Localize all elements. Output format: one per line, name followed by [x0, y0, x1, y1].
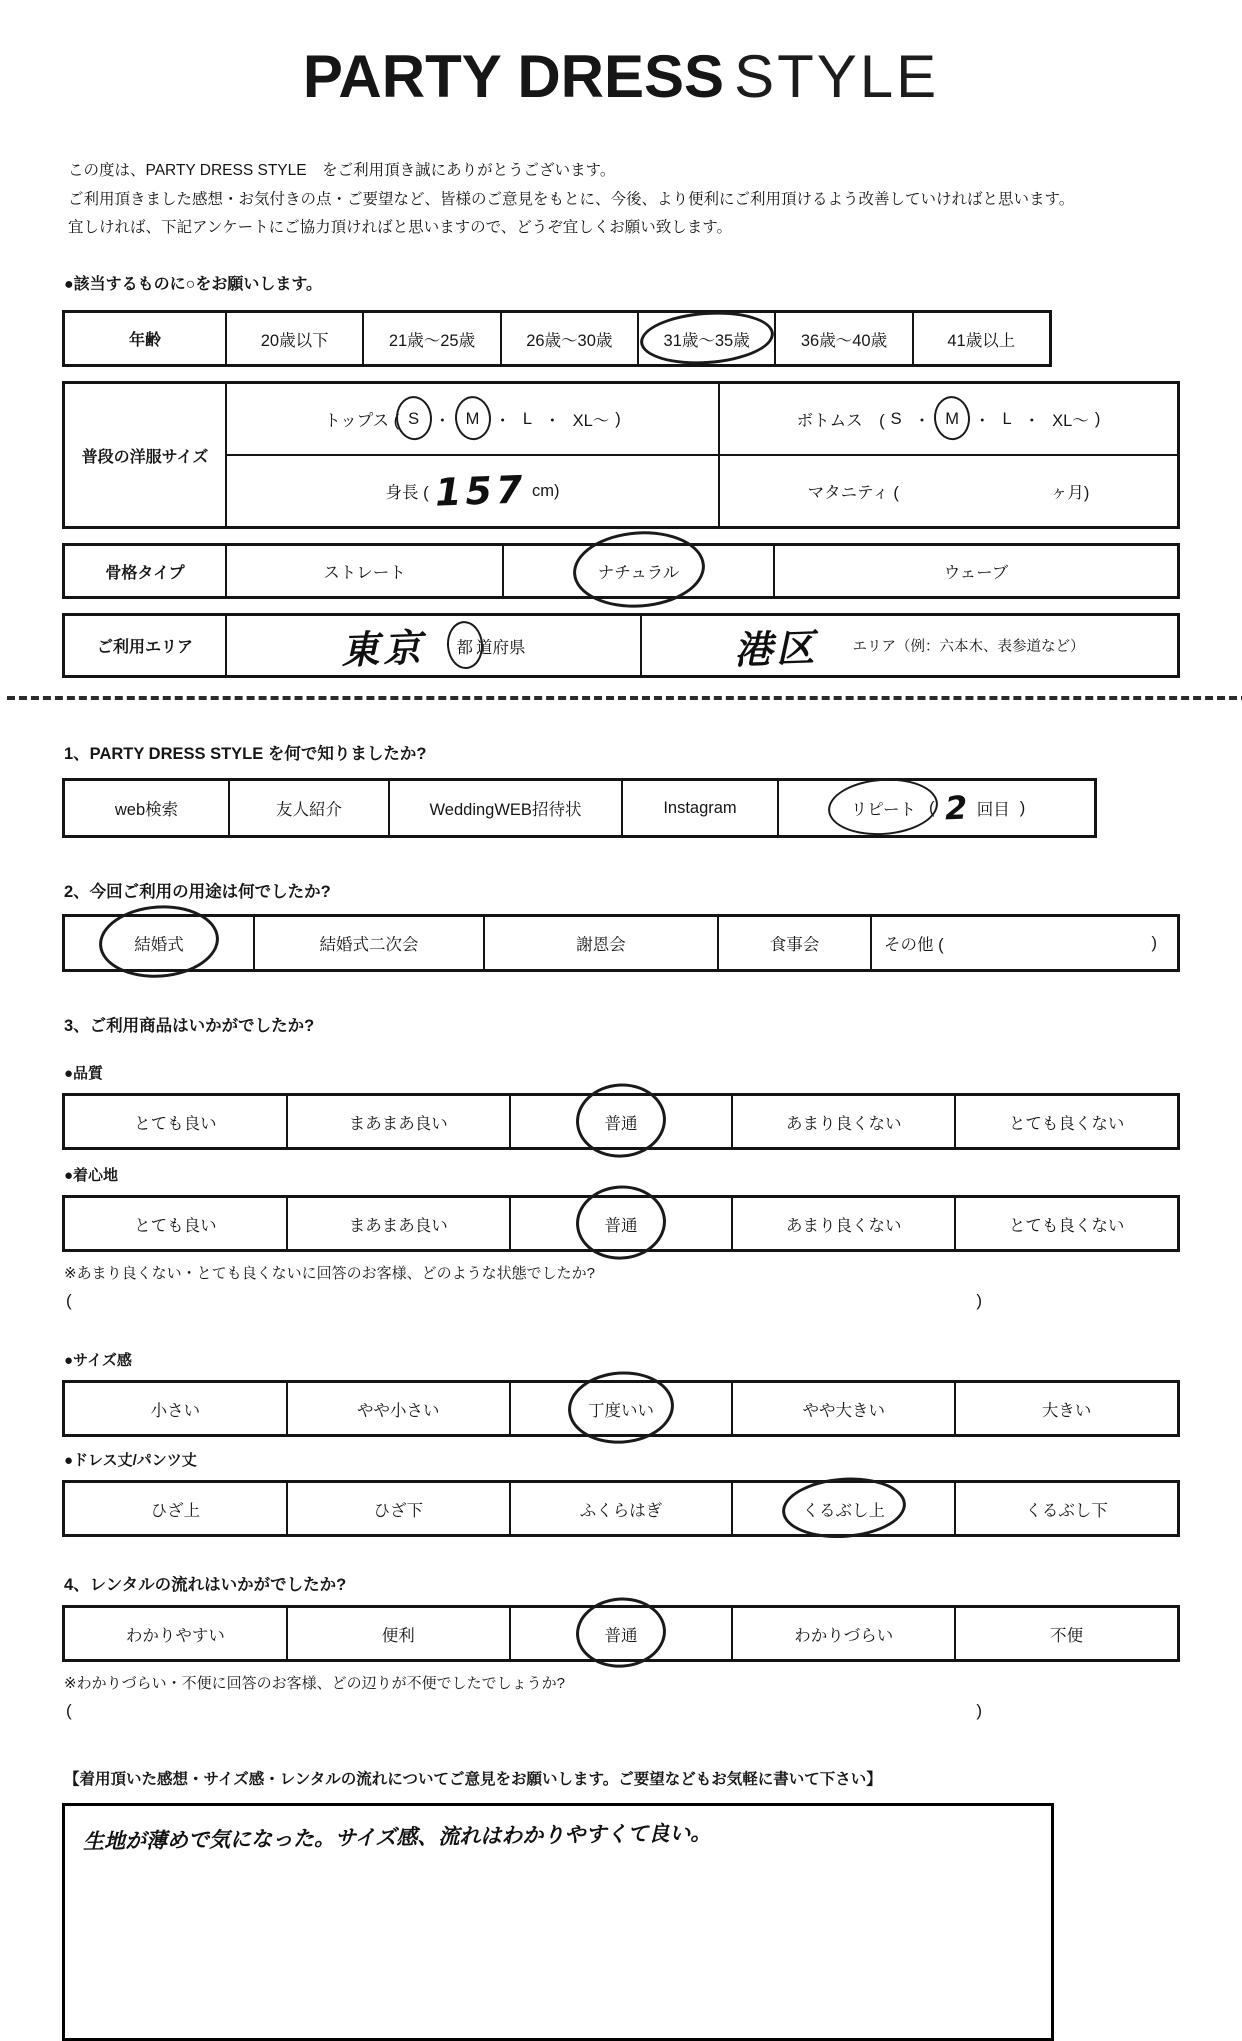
option-label: 結婚式: [134, 936, 184, 955]
q2-options: [65, 917, 870, 969]
q4-answer-parens: [66, 1701, 982, 1721]
option-cell: [502, 546, 773, 596]
tops-size-cell: [225, 384, 718, 454]
separator-dot: ・: [1023, 412, 1041, 431]
q1-options: [65, 781, 777, 835]
size-option: L: [522, 409, 533, 428]
size-row-suffix: ): [1094, 409, 1101, 428]
comfort-table: [62, 1195, 1180, 1252]
option-label: Instagram: [663, 798, 737, 817]
option-cell: [225, 546, 502, 596]
size-option: XL〜: [1052, 412, 1089, 431]
option-cell: [286, 1198, 509, 1249]
option-cell: [509, 1096, 732, 1147]
other-close-paren: ): [1151, 933, 1157, 952]
q3-close-paren: ): [976, 1291, 982, 1311]
repeat-open-paren: (: [929, 798, 935, 817]
option-cell: [65, 1096, 286, 1147]
other-cell: [870, 917, 1177, 969]
repeat-label: リピート: [850, 801, 917, 820]
q2-table: [62, 914, 1180, 972]
age-options: [225, 313, 1049, 364]
q3-heading: 3、ご利用商品はいかがでしたか?: [64, 1017, 315, 1036]
option-cell: [362, 313, 499, 364]
height-cell: [225, 456, 718, 526]
q1-table: [62, 778, 1097, 838]
option-label: まあまあ良い: [348, 1114, 448, 1133]
option-cell: [286, 1096, 509, 1147]
height-value-handwritten: 157: [433, 467, 527, 515]
option-label: 普通: [604, 1114, 638, 1133]
intro-line-1: この度は、PARTY DRESS STYLE をご利用頂き誠にありがとうございます。: [68, 162, 616, 179]
option-label: WeddingWEB招待状: [429, 801, 582, 820]
option-label: 不便: [1050, 1626, 1084, 1645]
size-option: M: [463, 410, 483, 429]
q1-heading: 1、PARTY DRESS STYLE を何で知りましたか?: [64, 745, 427, 764]
clothing-size-table: [62, 381, 1180, 529]
separator-dot: ・: [913, 412, 931, 431]
age-table: [62, 310, 1052, 367]
prefecture-unit-circled: [454, 634, 477, 658]
intro-line-2: ご利用頂きました感想・お気付きの点・ご要望など、皆様のご意見をもとに、今後、より便利にご利用頂けるよう改善していければと思います。: [68, 190, 1075, 208]
option-label: 便利: [381, 1626, 415, 1645]
option-label: 36歳〜40歳: [800, 331, 888, 350]
option-label: やや大きい: [802, 1401, 886, 1420]
separator-dot: ・: [544, 412, 561, 431]
option-cell: [65, 1483, 286, 1534]
option-label: とても良い: [134, 1216, 217, 1235]
bottoms-size-cell: [718, 384, 1177, 454]
option-cell: [286, 1608, 509, 1659]
area-value-handwritten: 港区: [733, 625, 820, 673]
option-label: わかりづらい: [794, 1626, 894, 1645]
option-label: 結婚式二次会: [319, 936, 419, 955]
handwritten-circle: [394, 395, 433, 441]
option-cell: [65, 1198, 286, 1249]
q3-answer-parens: [66, 1291, 982, 1311]
option-label: ひざ下: [373, 1501, 423, 1520]
option-label: ウェーブ: [943, 564, 1009, 583]
option-label: くるぶし下: [1025, 1501, 1108, 1520]
size-option: L: [1002, 409, 1012, 428]
option-cell: [65, 917, 253, 969]
repeat-cell: [777, 781, 1094, 835]
option-cell: [954, 1383, 1177, 1434]
area-detail-cell: [640, 616, 1177, 675]
quality-label: ●品質: [64, 1065, 104, 1083]
dashed-separator: [7, 696, 1242, 700]
repeat-option: [848, 796, 919, 820]
clothing-size-body: [225, 384, 1177, 526]
q3-open-paren: (: [66, 1291, 72, 1311]
q4-options: [65, 1608, 1177, 1659]
maternity-unit: ヶ月): [1050, 484, 1090, 503]
quality-options: [65, 1096, 1177, 1147]
age-label: 年齢: [128, 332, 161, 350]
option-label: 26歳〜30歳: [526, 331, 613, 350]
option-label: 31歳〜35歳: [663, 331, 750, 350]
prefecture-unit: [454, 634, 526, 658]
option-cell: [912, 313, 1049, 364]
prefecture-value-handwritten: 東京: [340, 625, 427, 673]
size-row-suffix: ): [615, 409, 621, 428]
option-cell: [65, 781, 228, 835]
option-label: 大きい: [1041, 1401, 1092, 1420]
clothing-size-label: 普段の洋服サイズ: [81, 448, 209, 466]
option-cell: [509, 1198, 732, 1249]
size-option: S: [890, 409, 902, 428]
height-unit: cm): [531, 481, 560, 500]
size-option: XL〜: [572, 412, 610, 431]
option-label: やや小さい: [356, 1401, 440, 1420]
repeat-suffix: 回目: [976, 801, 1010, 820]
comment-heading: 【着用頂いた感想・サイズ感・レンタルの流れについてご意見をお願いします。ご要望などもお気軽に書いて下さい】: [64, 1771, 882, 1789]
option-cell: [500, 313, 637, 364]
size-option: M: [942, 410, 962, 429]
q4-table: [62, 1605, 1180, 1662]
handwritten-circle: [933, 395, 972, 441]
option-cell: [773, 546, 1177, 596]
title-light-text: STYLE: [734, 43, 940, 110]
handwritten-circle: [453, 395, 492, 441]
size-feel-label: ●サイズ感: [64, 1352, 132, 1370]
option-label: くるぶし上: [802, 1501, 886, 1520]
height-label: 身長 (: [385, 484, 429, 503]
q4-open-paren: (: [66, 1701, 72, 1721]
area-hint: エリア（例：六本木、表参道など）: [852, 639, 1085, 656]
option-label: ストレート: [323, 564, 406, 583]
option-label: あまり良くない: [786, 1216, 902, 1235]
other-label: その他 (: [884, 936, 944, 955]
option-cell: [954, 1198, 1177, 1249]
option-label: ひざ上: [150, 1501, 201, 1520]
option-label: ナチュラル: [597, 564, 680, 583]
option-cell: [253, 917, 483, 969]
size-feel-options: [65, 1383, 1177, 1434]
title-bold-text: PARTY DRESS: [302, 43, 725, 110]
option-cell: [509, 1483, 732, 1534]
separator-dot: ・: [434, 412, 451, 431]
option-cell: [286, 1383, 509, 1434]
repeat-count-handwritten: 2: [943, 788, 968, 828]
option-label: とても良くない: [1008, 1114, 1125, 1133]
q4-bad-note: ※わかりづらい・不便に回答のお客様、どの辺りが不便でしたでしょうか?: [64, 1675, 565, 1693]
length-table: [62, 1480, 1180, 1537]
option-label: とても良くない: [1008, 1216, 1125, 1235]
option-label: 謝恩会: [576, 936, 626, 955]
option-label: 友人紹介: [276, 801, 342, 820]
maternity-label: マタニティ (: [807, 484, 899, 503]
option-label: 食事会: [769, 936, 820, 955]
length-options: [65, 1483, 1177, 1534]
option-cell: [731, 1198, 954, 1249]
option-cell: [225, 313, 362, 364]
option-label: 小さい: [150, 1401, 201, 1420]
page-title: [62, 0, 1180, 111]
size-row-tops-bottoms: [225, 384, 1177, 454]
option-cell: [637, 313, 774, 364]
comfort-options: [65, 1198, 1177, 1249]
intro-line-3: 宜しければ、下記アンケートにご協力頂ければと思いますので、どうぞ宜しくお願い致します。: [68, 219, 733, 237]
comment-handwritten-text: 生地が薄めで気になった。サイズ感、流れはわかりやすくて良い。: [82, 1820, 712, 1854]
option-cell: [65, 1608, 286, 1659]
option-cell: [731, 1483, 954, 1534]
size-row-prefix: トップス (: [324, 412, 400, 431]
option-cell: [954, 1096, 1177, 1147]
instruction-text: ●該当するものに○をお願いします。: [64, 276, 323, 294]
option-label: ふくらはぎ: [579, 1501, 663, 1520]
option-cell: [954, 1608, 1177, 1659]
option-label: 普通: [604, 1216, 638, 1235]
option-label: とても良い: [134, 1114, 217, 1133]
prefecture-unit-rest: 道府県: [476, 638, 526, 657]
option-cell: [774, 313, 911, 364]
intro-paragraph: [68, 157, 1180, 243]
option-cell: [483, 917, 717, 969]
option-cell: [509, 1608, 732, 1659]
option-label: 20歳以下: [260, 331, 329, 350]
option-cell: [954, 1483, 1177, 1534]
separator-dot: ・: [973, 412, 991, 431]
separator-dot: ・: [494, 412, 511, 431]
option-label: まあまあ良い: [348, 1216, 448, 1235]
repeat-close-paren: ): [1019, 798, 1026, 817]
body-type-table: [62, 543, 1180, 599]
size-row-height-maternity: [225, 454, 1177, 526]
option-cell: [509, 1383, 732, 1434]
option-cell: [228, 781, 388, 835]
option-label: わかりやすい: [125, 1626, 225, 1645]
option-cell: [621, 781, 777, 835]
prefecture-unit-circled-char: 都: [456, 638, 473, 657]
maternity-cell: [718, 456, 1177, 526]
option-label: 21歳〜25歳: [388, 331, 476, 350]
comment-box: [62, 1803, 1054, 2041]
option-cell: [717, 917, 870, 969]
size-row-prefix: ボトムス (: [796, 412, 885, 431]
prefecture-cell: [225, 616, 640, 675]
option-cell: [65, 1383, 286, 1434]
usage-area-label: ご利用エリア: [96, 639, 193, 657]
option-label: 丁度いい: [587, 1401, 654, 1420]
q3-bad-note: ※あまり良くない・とても良くないに回答のお客様、どのような状態でしたか?: [64, 1265, 595, 1283]
option-label: あまり良くない: [786, 1114, 902, 1133]
option-cell: [731, 1096, 954, 1147]
comfort-label: ●着心地: [64, 1167, 119, 1185]
option-label: 普通: [604, 1626, 638, 1645]
option-cell: [388, 781, 621, 835]
size-option: S: [405, 410, 422, 429]
usage-area-table: [62, 613, 1180, 678]
length-label: ●ドレス丈/パンツ丈: [64, 1452, 197, 1470]
q4-close-paren: ): [976, 1701, 982, 1721]
body-type-label: 骨格タイプ: [105, 564, 185, 582]
option-cell: [286, 1483, 509, 1534]
quality-table: [62, 1093, 1180, 1150]
option-cell: [731, 1608, 954, 1659]
option-cell: [731, 1383, 954, 1434]
option-label: 41歳以上: [947, 331, 1016, 350]
q2-heading: 2、今回ご利用の用途は何でしたか?: [64, 883, 331, 902]
body-type-options: [225, 546, 1177, 596]
option-label: web検索: [114, 801, 179, 820]
size-feel-table: [62, 1380, 1180, 1437]
q4-heading: 4、レンタルの流れはいかがでしたか?: [64, 1576, 347, 1595]
